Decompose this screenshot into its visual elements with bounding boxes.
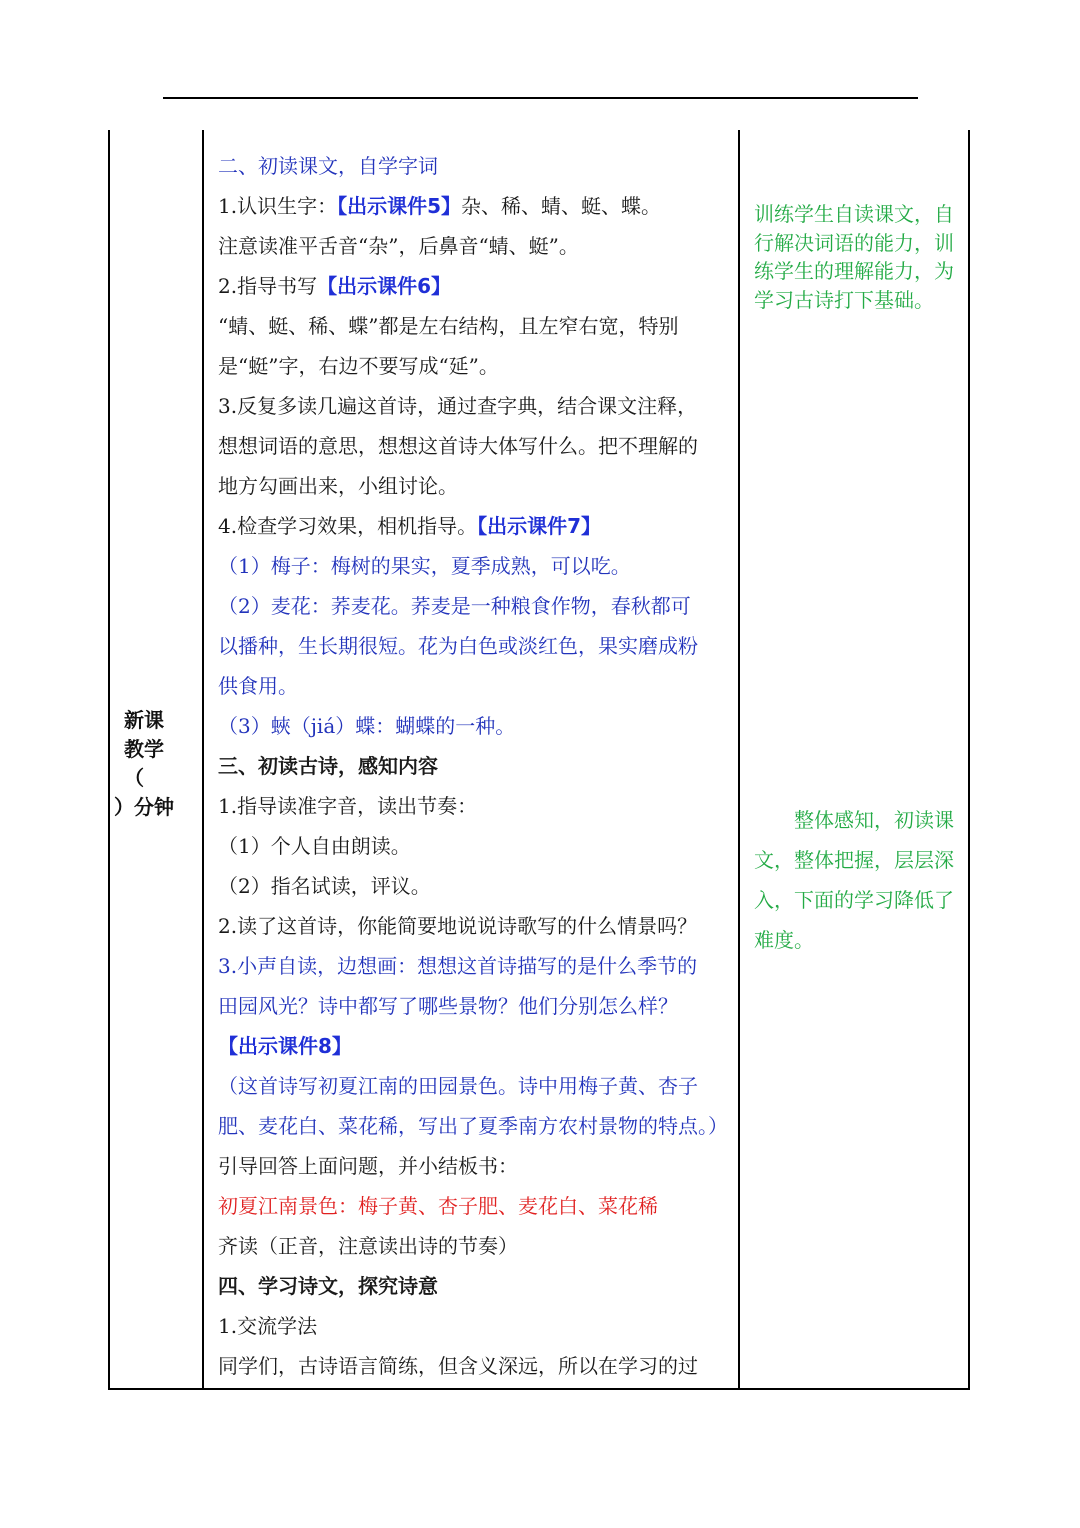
- note-line: 行解决词语的能力，训: [754, 230, 954, 255]
- content-line: 2.读了这首诗，你能简要地说说诗歌写的什么情景吗？: [218, 914, 698, 938]
- content-line: 想想词语的意思，想想这首诗大体写什么。把不理解的: [218, 434, 698, 458]
- section-heading: 二、初读课文，自学字词: [218, 154, 438, 178]
- note-line: 练学生的理解能力，为: [754, 259, 954, 283]
- section-label-line: 新课: [124, 708, 164, 732]
- content-line: 是“蜓”字，右边不要写成“延”。: [218, 354, 499, 378]
- content-line: 3.小声自读，边想画：想想这首诗描写的是什么季节的: [218, 954, 698, 978]
- section-label-line: 教学: [124, 737, 164, 761]
- header-rule: [163, 97, 918, 99]
- content-line: 齐读（正音，注意读出诗的节奏）: [218, 1234, 518, 1258]
- teaching-content: [218, 146, 738, 1386]
- content-line: 肥、麦花白、菜花稀，写出了夏季南方农村景物的特点。）: [218, 1114, 728, 1138]
- content-line: 3.反复多读几遍这首诗，通过查字典，结合课文注释，: [218, 394, 698, 418]
- content-line: （3）蛺（jiá）蝶：蝴蝶的一种。: [218, 714, 516, 738]
- lesson-table: [108, 130, 970, 1390]
- blackboard-summary: 初夏江南景色：梅子黄、杏子肥、麦花白、菜花稀: [218, 1194, 658, 1218]
- courseware-tag: 【出示课件7】: [477, 514, 602, 538]
- text: 2.指导书写: [218, 274, 318, 298]
- note-line: 训练学生自读课文，自: [754, 202, 954, 226]
- content-line: （2）指名试读，评议。: [218, 874, 431, 898]
- courseware-tag: 【出示课件8】: [218, 1034, 352, 1058]
- content-line: 注意读准平舌音“杂”，后鼻音“蜻、蜓”。: [218, 234, 579, 258]
- content-line: [218, 506, 738, 546]
- content-line: 供食用。: [218, 674, 298, 698]
- content-line: [218, 266, 738, 306]
- text: 1.认识生字：: [218, 194, 338, 218]
- content-line: （2）麦花：荞麦花。荞麦是一种粮食作物，春秋都可: [218, 594, 691, 618]
- design-note: [754, 200, 968, 314]
- section-column: [110, 130, 202, 1388]
- note-line: 难度。: [754, 928, 814, 952]
- content-line: （1）梅子：梅树的果实，夏季成熟，可以吃。: [218, 554, 631, 578]
- content-line: 1.交流学法: [218, 1314, 318, 1338]
- content-line: [218, 186, 738, 226]
- content-line: 田园风光？诗中都写了哪些景物？他们分别怎么样？: [218, 994, 678, 1018]
- column-divider-right: [738, 130, 740, 1388]
- content-line: 引导回答上面问题，并小结板书：: [218, 1154, 518, 1178]
- section-heading: 四、学习诗文，探究诗意: [218, 1274, 438, 1298]
- content-line: 1.指导读准字音，读出节奏：: [218, 794, 478, 818]
- section-label: [114, 706, 202, 822]
- design-note: [754, 800, 968, 960]
- content-line: 以播种，生长期很短。花为白色或淡红色，果实磨成粉: [218, 634, 698, 658]
- section-heading: 三、初读古诗，感知内容: [218, 754, 438, 778]
- content-line: （1）个人自由朗读。: [218, 834, 411, 858]
- content-line: “蜻、蜓、稀、蝶”都是左右结构，且左窄右宽，特别: [218, 314, 679, 338]
- section-label-line: ）分钟: [114, 795, 174, 819]
- note-line: 学习古诗打下基础。: [754, 287, 934, 312]
- note-line: 文，整体把握，层层深: [754, 848, 954, 872]
- content-line: 同学们，古诗语言简练，但含义深远，所以在学习的过: [218, 1354, 698, 1378]
- courseware-tag: 【出示课件6】: [317, 274, 452, 298]
- courseware-tag: 【出示课件5】: [337, 194, 462, 218]
- text: 杂、稀、蜻、蜓、蝶。: [461, 194, 662, 218]
- text: 4.检查学习效果，相机指导。: [218, 514, 478, 538]
- column-divider-left: [202, 130, 204, 1388]
- section-label-line: （: [124, 766, 144, 790]
- note-line: 整体感知，初读课: [794, 808, 954, 832]
- content-line: 地方勾画出来，小组讨论。: [218, 474, 458, 498]
- content-line: （这首诗写初夏江南的田园景色。诗中用梅子黄、杏子: [218, 1074, 698, 1098]
- note-line: 入，下面的学习降低了: [754, 888, 954, 912]
